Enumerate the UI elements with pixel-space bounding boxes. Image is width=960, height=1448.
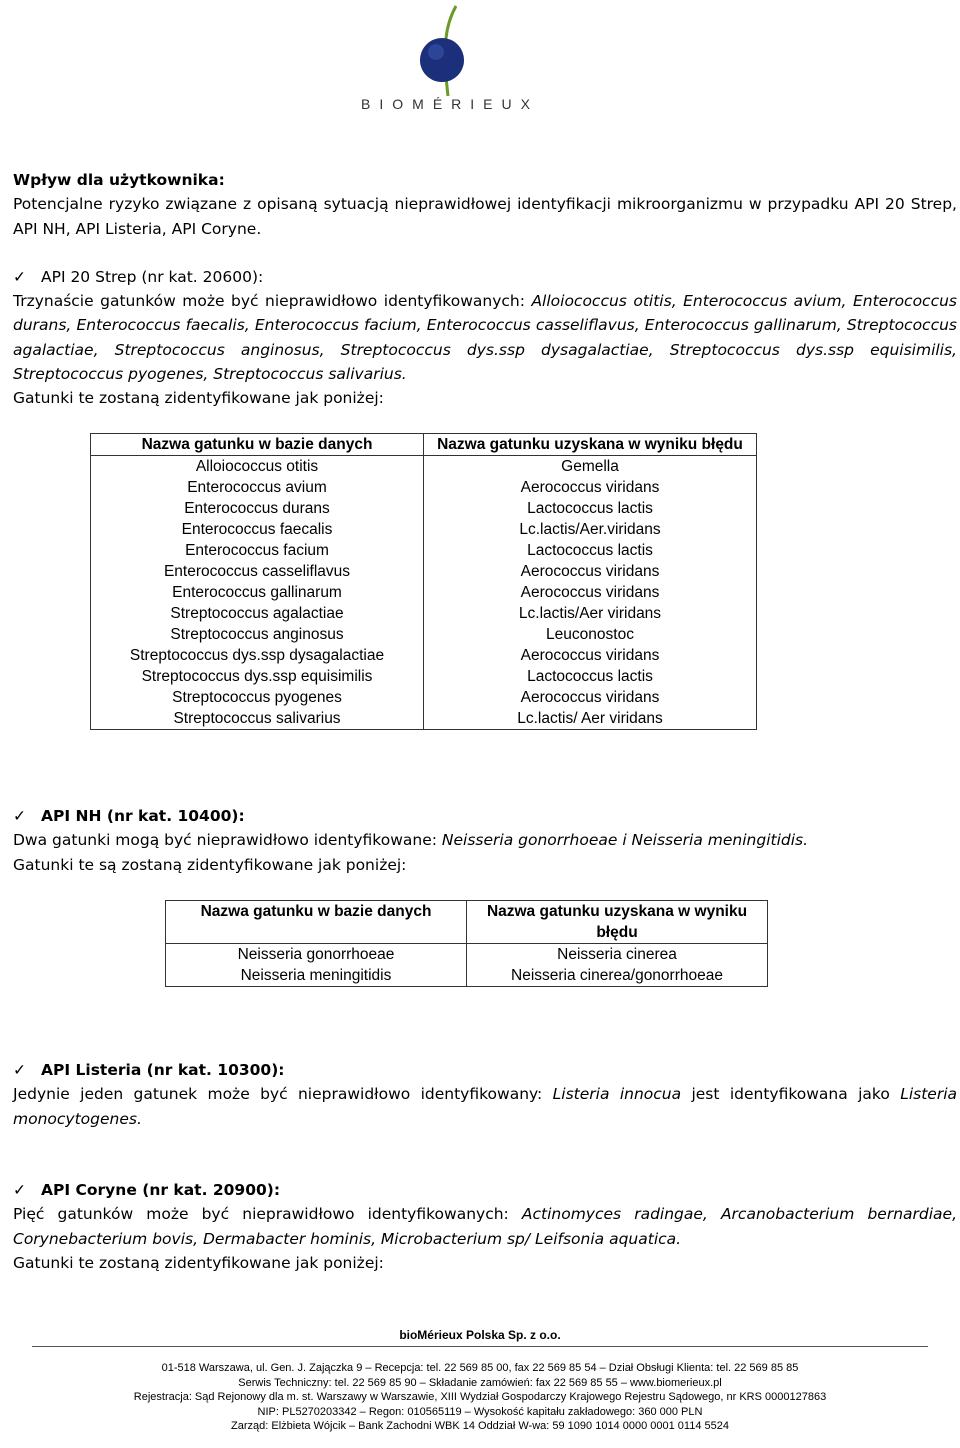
footer-line: NIP: PL5270203342 – Regon: 010565119 – Wysokość kapitału zakładowego: 360 000 PLN [257, 1405, 703, 1418]
table-header-cell: Nazwa gatunku w bazie danych [91, 434, 424, 456]
table-cell: Aerococcus viridans [424, 645, 757, 666]
table-cell: Aerococcus viridans [424, 582, 757, 603]
intro-section [13, 168, 957, 411]
strep-text [13, 289, 957, 386]
strep-text-lead: Trzynaście gatunków może być nieprawidłowo identyfikowanych: [13, 292, 532, 311]
checkmark-icon: ✓ [13, 267, 26, 286]
nh-table [165, 900, 768, 987]
strep-table-body [91, 456, 757, 730]
strep-heading: API 20 Strep (nr kat. 20600): [41, 267, 264, 286]
table-cell: Enterococcus facium [91, 540, 424, 561]
listeria-text-mid: jest identyfikowana jako [681, 1085, 901, 1104]
table-cell: Enterococcus durans [91, 498, 424, 519]
nh-text-after: Gatunki te są zostaną zidentyfikowane jak poniżej: [13, 855, 407, 874]
table-cell: Enterococcus avium [91, 477, 424, 498]
nh-text [13, 828, 957, 852]
intro-heading: Wpływ dla użytkownika: [13, 171, 225, 189]
table-row [91, 687, 757, 708]
table-row [166, 944, 768, 966]
nh-text-lead: Dwa gatunki mogą być nieprawidłowo identyfikowane: [13, 831, 442, 850]
table-cell: Streptococcus dys.ssp dysagalactiae [91, 645, 424, 666]
table-row [91, 456, 757, 478]
listeria-text [13, 1082, 957, 1131]
table-row [166, 965, 768, 987]
table-cell: Neisseria meningitidis [166, 965, 467, 987]
listeria-species-1: Listeria innocua [552, 1085, 682, 1104]
coryne-heading-line [13, 1178, 957, 1202]
nh-table-body [166, 944, 768, 987]
coryne-text-lead: Pięć gatunków może być nieprawidłowo identyfikowanych: [13, 1205, 522, 1224]
checkmark-icon: ✓ [13, 1181, 26, 1199]
table-cell: Lactococcus lactis [424, 666, 757, 687]
footer-line: Zarząd: Elżbieta Wójcik – Bank Zachodni WBK 14 Oddział W-wa: 59 1090 1014 0000 0001 0114 5524 [231, 1420, 729, 1433]
listeria-species-2: Listeria monocytogenes. [13, 1085, 957, 1128]
table-row [91, 645, 757, 666]
table-cell: Neisseria cinerea [467, 944, 768, 966]
checkmark-icon: ✓ [13, 807, 26, 825]
listeria-text-lead: Jedynie jeden gatunek może być nieprawidłowo identyfikowany: [13, 1085, 553, 1104]
table-cell: Lc.lactis/Aer.viridans [424, 519, 757, 540]
nh-section [13, 804, 957, 877]
biomerieux-logo [338, 4, 562, 140]
table-cell: Gemella [424, 456, 757, 478]
strep-heading-line [13, 265, 957, 289]
table-cell: Streptococcus agalactiae [91, 603, 424, 624]
table-cell: Streptococcus pyogenes [91, 687, 424, 708]
footer-divider [32, 1346, 928, 1361]
nh-heading-line [13, 804, 957, 828]
table-cell: Lc.lactis/ Aer viridans [424, 708, 757, 730]
table-row [91, 603, 757, 624]
coryne-text [13, 1202, 957, 1251]
footer-line: Rejestracja: Sąd Rejonowy dla m. st. Warszawy w Warszawie, XIII Wydział Gospodarczy Krajowego Rejestru Sądowego, nr KRS 0000127863 [133, 1391, 827, 1404]
table-cell: Streptococcus dys.ssp equisimilis [91, 666, 424, 687]
strep-text-after: Gatunki te zostaną zidentyfikowane jak poniżej: [13, 389, 384, 408]
footer-line: Serwis Techniczny: tel. 22 569 85 90 – Składanie zamówień: fax 22 569 85 55 – www.biomerieux.pl [238, 1376, 722, 1389]
coryne-text-after: Gatunki te zostaną zidentyfikowane jak poniżej: [13, 1253, 384, 1272]
table-cell: Enterococcus gallinarum [91, 582, 424, 603]
table-cell: Aerococcus viridans [424, 687, 757, 708]
table-row [91, 708, 757, 730]
table-header-cell: Nazwa gatunku uzyskana w wyniku błędu [467, 901, 768, 944]
footer-line: 01-518 Warszawa, ul. Gen. J. Zajączka 9 – Recepcja: tel. 22 569 85 00, fax 22 569 85 54 – Dział Obsługi Klienta: tel. 22 569 85 85 [161, 1362, 799, 1374]
table-cell: Lactococcus lactis [424, 540, 757, 561]
nh-heading: API NH (nr kat. 10400): [41, 807, 245, 825]
listeria-heading: API Listeria (nr kat. 10300): [41, 1061, 285, 1079]
footer-company: bioMérieux Polska Sp. z o.o. [399, 1328, 561, 1342]
table-cell: Lc.lactis/Aer viridans [424, 603, 757, 624]
coryne-section [13, 1178, 957, 1275]
table-header-row [166, 901, 768, 944]
strep-text-species: Alloiococcus otitis, Enterococcus avium, Enterococcus durans, Enterococcus faecalis, Enterococcus facium, Enterococcus casseliflavus, Enterococcus gallinarum, Streptococcus agalactiae, Streptococcus anginosus, Streptococcus dys.ssp dysagalactiae, Streptococcus dys.ssp equisimilis, Streptococcus pyogenes, Streptococcus salivarius. [13, 292, 957, 384]
table-header-cell: Nazwa gatunku uzyskana w wyniku błędu [424, 434, 757, 456]
table-row [91, 498, 757, 519]
table-cell: Aerococcus viridans [424, 477, 757, 498]
logo-emblem-icon [338, 4, 562, 96]
table-cell: Enterococcus faecalis [91, 519, 424, 540]
table-row [91, 624, 757, 645]
strep-table [90, 433, 757, 730]
coryne-text-species: Actinomyces radingae, Arcanobacterium bernardiae, Corynebacterium bovis, Dermabacter hominis, Microbacterium sp/ Leifsonia aquatica. [13, 1205, 957, 1248]
table-cell: Enterococcus casseliflavus [91, 561, 424, 582]
table-cell: Streptococcus anginosus [91, 624, 424, 645]
nh-text-species: Neisseria gonorrhoeae i Neisseria meningitidis. [441, 831, 809, 850]
listeria-heading-line [13, 1058, 957, 1082]
table-cell: Neisseria cinerea/gonorrhoeae [467, 965, 768, 987]
table-row [91, 561, 757, 582]
table-cell: Lactococcus lactis [424, 498, 757, 519]
page-footer [0, 1328, 960, 1434]
table-cell: Leuconostoc [424, 624, 757, 645]
table-row [91, 519, 757, 540]
coryne-heading: API Coryne (nr kat. 20900): [41, 1181, 281, 1199]
table-cell: Neisseria gonorrhoeae [166, 944, 467, 966]
table-row [91, 582, 757, 603]
table-cell: Streptococcus salivarius [91, 708, 424, 730]
intro-text: Potencjalne ryzyko związane z opisaną sytuacją nieprawidłowej identyfikacji mikroorganizmu w przypadku API 20 Strep, API NH, API Listeria, API Coryne. [13, 195, 957, 238]
table-cell: Aerococcus viridans [424, 561, 757, 582]
table-cell: Alloiococcus otitis [91, 456, 424, 478]
table-row [91, 477, 757, 498]
table-header-cell: Nazwa gatunku w bazie danych [166, 901, 467, 944]
table-header-row [91, 434, 757, 456]
checkmark-icon: ✓ [13, 1061, 26, 1079]
table-row [91, 540, 757, 561]
listeria-section [13, 1058, 957, 1131]
logo-wordmark: BIOMÉRIEUX [361, 96, 539, 112]
table-row [91, 666, 757, 687]
